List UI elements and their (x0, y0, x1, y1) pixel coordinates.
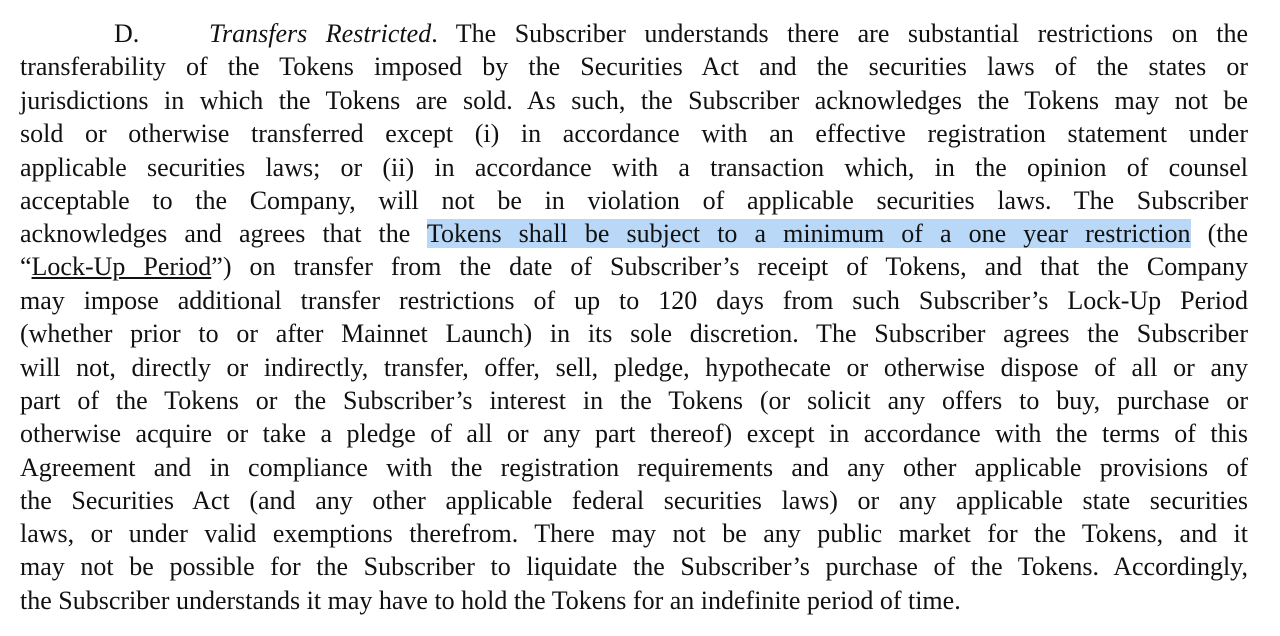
paragraph-line-5: applicable securities laws; or (ii) in accordance with a transaction which, in the opinion of counsel (20, 153, 1248, 182)
paragraph-line-18: the Subscriber understands it may have to hold the Tokens for an indefinite period of time. (20, 586, 961, 615)
highlighted-text[interactable]: Tokens shall be subject to a minimum of a one year restriction (426, 219, 1191, 248)
paragraph-line-11: will not, directly or indirectly, transfer, offer, sell, pledge, hypothecate or otherwise dispose of all or any (20, 353, 1248, 382)
paragraph-line-8 (20, 250, 1248, 283)
paragraph-line-17: may not be possible for the Subscriber to liquidate the Subscriber’s purchase of the Tokens. Accordingly, (20, 552, 1248, 581)
paragraph-line-16: laws, or under valid exemptions therefrom. There may not be any public market for the Tokens, and it (20, 519, 1248, 548)
paragraph-line-1 (114, 17, 1248, 50)
paragraph-line-13: otherwise acquire or take a pledge of all or any part thereof) except in accordance with the terms of this (20, 419, 1248, 448)
paragraph-line-4: sold or otherwise transferred except (i) in accordance with an effective registration statement under (20, 119, 1248, 148)
paragraph-line-15: the Securities Act (and any other applicable federal securities laws) or any applicable state securities (20, 486, 1248, 515)
paragraph-line-9: may impose additional transfer restrictions of up to 120 days from such Subscriber’s Lock-Up Period (20, 286, 1248, 315)
paragraph-line-3: jurisdictions in which the Tokens are sold. As such, the Subscriber acknowledges the Tokens may not be (20, 86, 1248, 115)
defined-term-lock-up-period: Lock-Up Period (31, 252, 212, 281)
paragraph-line-6: acceptable to the Company, will not be in violation of applicable securities laws. The Subscriber (20, 186, 1248, 215)
line-text-7-pre: acknowledges and agrees that the (20, 219, 427, 248)
line-text-7-post: (the (1190, 219, 1248, 248)
paragraph-line-12: part of the Tokens or the Subscriber’s interest in the Tokens (or solicit any offers to buy, purchase or (20, 386, 1248, 415)
paragraph-line-7 (20, 217, 1248, 250)
line-text-8-rest: ”) on transfer from the date of Subscriber’s receipt of Tokens, and that the Company (211, 252, 1248, 281)
section-letter: D. (114, 19, 140, 48)
open-quote: “ (20, 252, 32, 281)
paragraph-line-10: (whether prior to or after Mainnet Launch) in its sole discretion. The Subscriber agrees the Subscriber (20, 319, 1248, 348)
section-heading: Transfers Restricted (209, 19, 432, 48)
line-text-1: . The Subscriber understands there are substantial restrictions on the (431, 19, 1248, 48)
paragraph-line-2: transferability of the Tokens imposed by the Securities Act and the securities laws of the states or (20, 52, 1248, 81)
paragraph-line-14: Agreement and in compliance with the registration requirements and any other applicable provisions of (20, 453, 1248, 482)
